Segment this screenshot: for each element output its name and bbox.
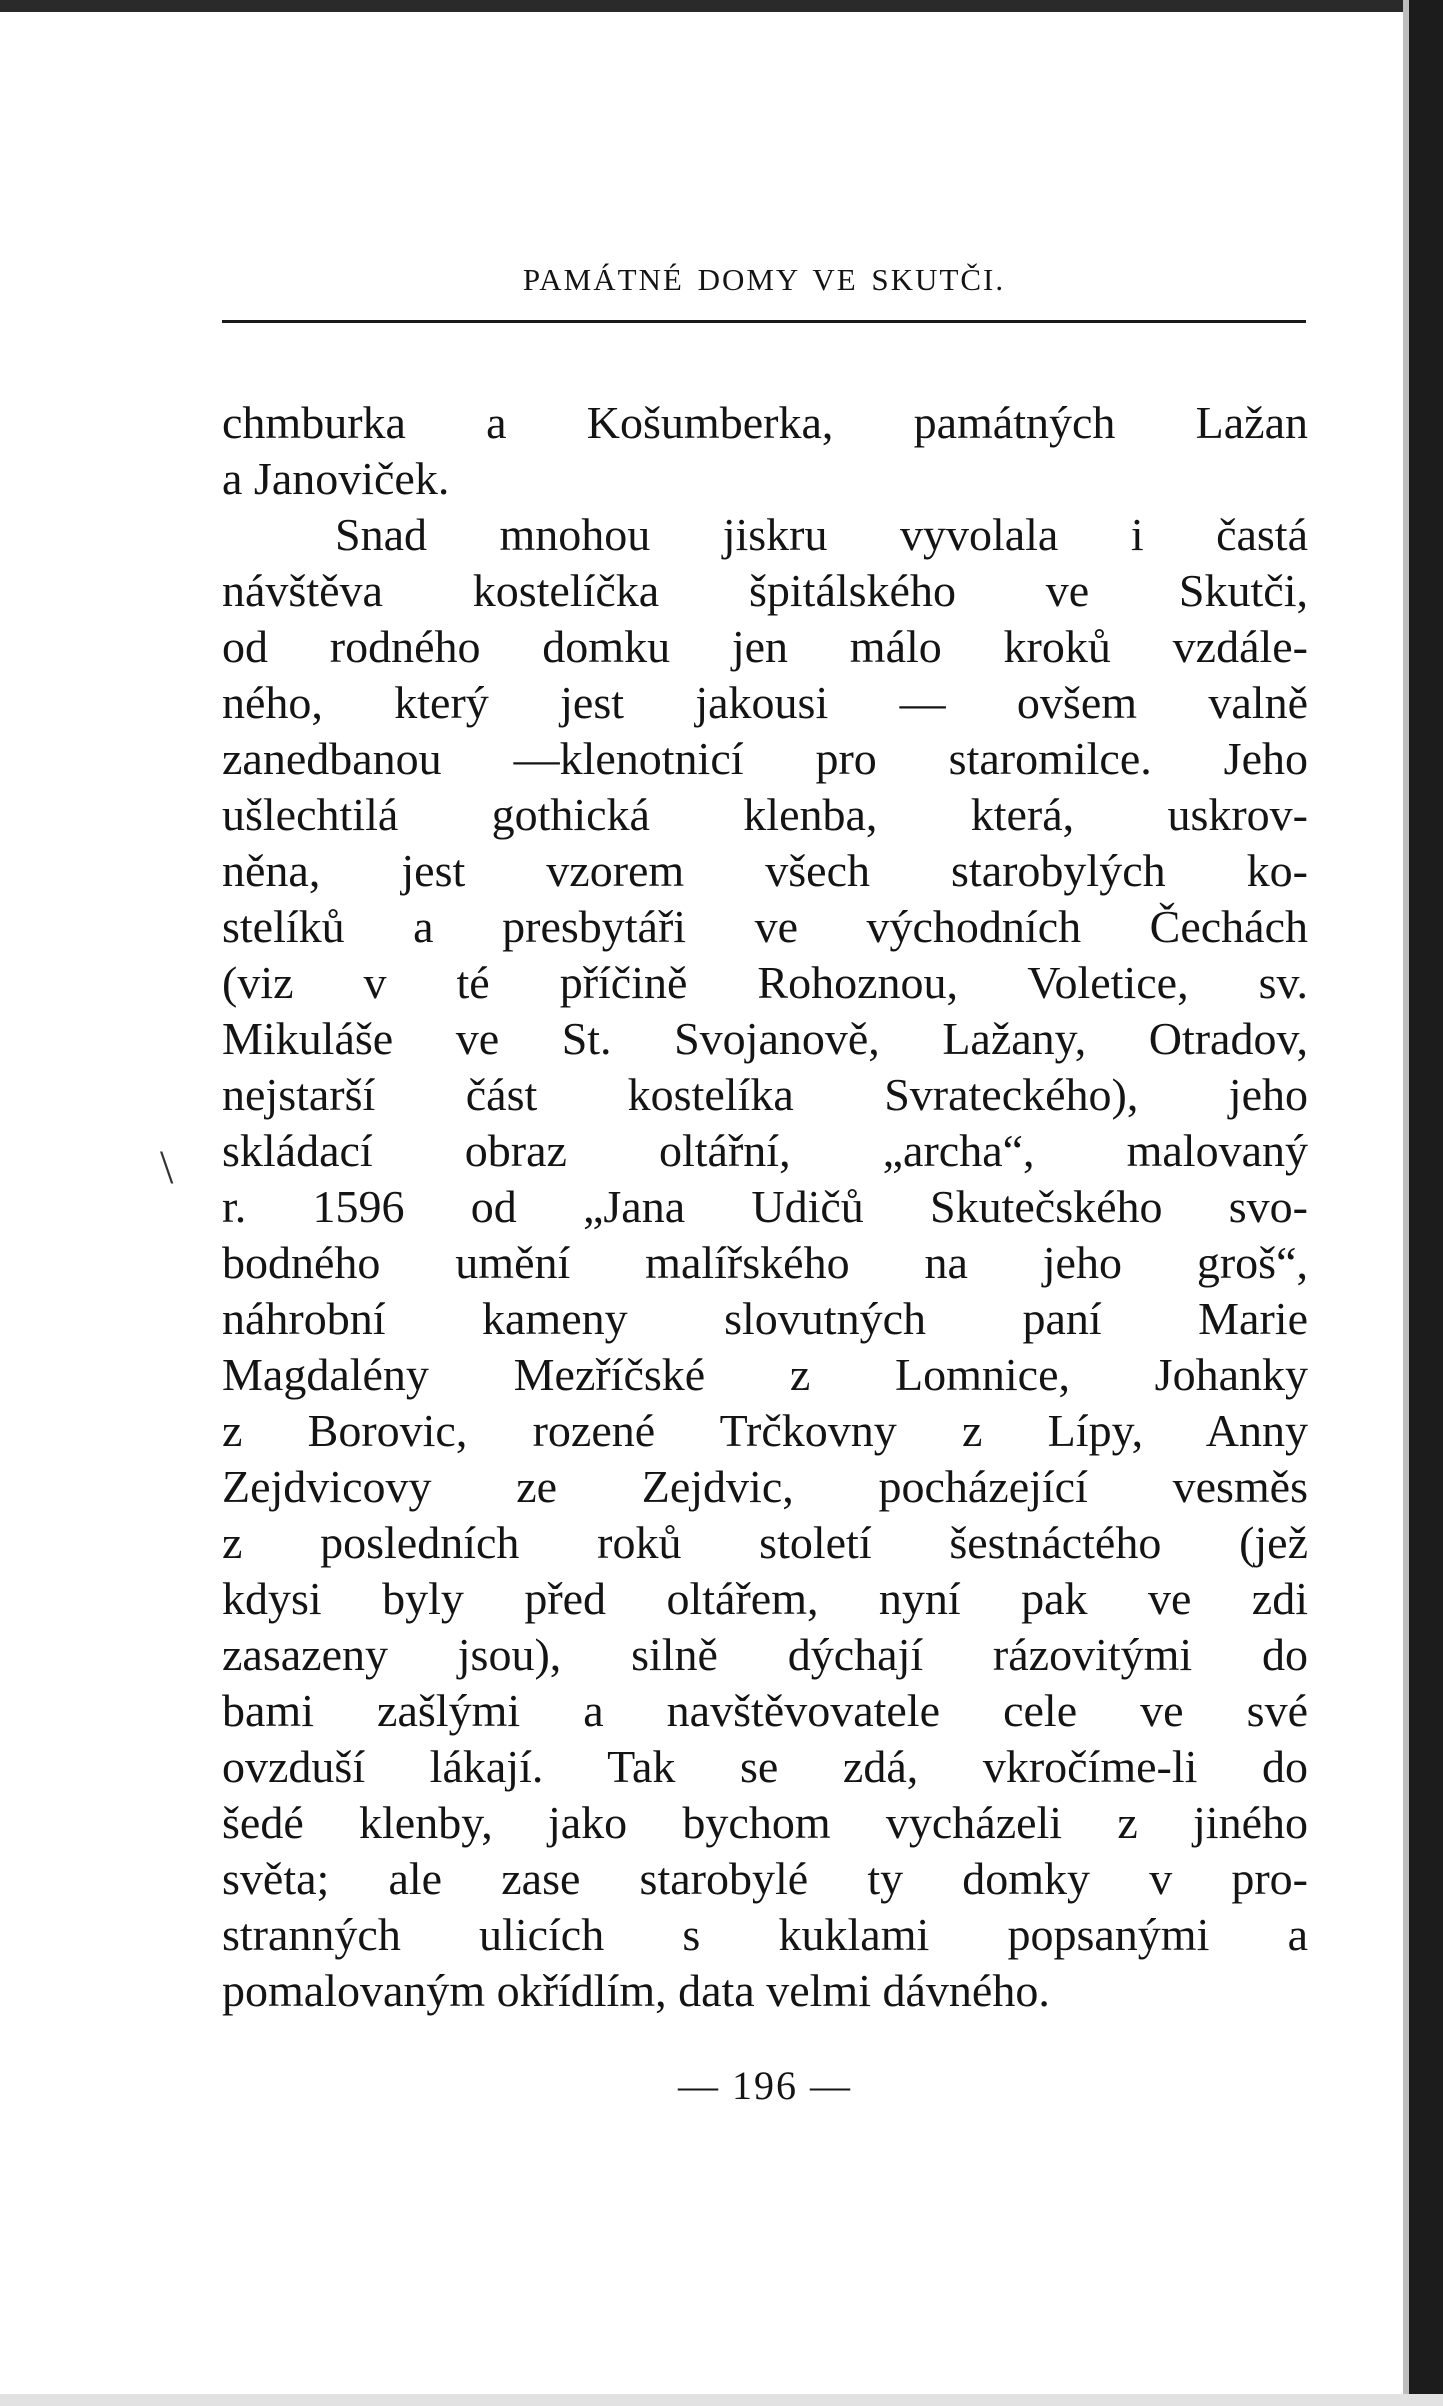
text-line: světa; ale zase starobylé ty domky v pro- xyxy=(222,1853,1308,1904)
text-line: bodného umění malířského na jeho groš“, xyxy=(222,1237,1308,1288)
text-line: z posledních roků století šestnáctého (jež xyxy=(222,1517,1308,1568)
text-line: ušlechtilá gothická klenba, která, uskrov- xyxy=(222,789,1308,840)
text-line: Snad mnohou jiskru vyvolala i častá xyxy=(335,509,1308,560)
text-line: něna, jest vzorem všech starobylých ko- xyxy=(222,845,1308,896)
text-line: kdysi byly před oltářem, nyní pak ve zdi xyxy=(222,1573,1308,1624)
margin-pencil-mark: \ xyxy=(160,1141,174,1194)
text-line: skládací obraz oltářní, „archa“, malovaný xyxy=(222,1125,1308,1176)
header-rule xyxy=(222,320,1306,323)
text-line: od rodného domku jen málo kroků vzdále- xyxy=(222,621,1308,672)
text-line: chmburka a Košumberka, památných Lažan xyxy=(222,397,1308,448)
text-line: a Janoviček. xyxy=(222,453,450,504)
scan-edge-top xyxy=(0,0,1443,12)
running-head: PAMÁTNÉ DOMY VE SKUTČI. xyxy=(522,262,1006,297)
text-line: (viz v té příčině Rohoznou, Voletice, sv. xyxy=(222,957,1308,1008)
scan-edge-bottom xyxy=(0,2394,1443,2406)
text-line: Magdalény Mezříčské z Lomnice, Johanky xyxy=(222,1349,1308,1400)
text-line: ného, který jest jakousi — ovšem valně xyxy=(222,677,1308,728)
text-line: bami zašlými a navštěvovatele cele ve své xyxy=(222,1685,1308,1736)
text-line: stranných ulicích s kuklami popsanými a xyxy=(222,1909,1308,1960)
text-line: r. 1596 od „Jana Udičů Skutečského svo- xyxy=(222,1181,1308,1232)
text-line: Zejdvicovy ze Zejdvic, pocházející vesměs xyxy=(222,1461,1308,1512)
scan-edge-right xyxy=(1409,0,1443,2406)
body-text xyxy=(222,395,1308,2019)
text-line: zasazeny jsou), silně dýchají rázovitými do xyxy=(222,1629,1308,1680)
text-line: pomalovaným okřídlím, data velmi dávného. xyxy=(222,1965,1050,2016)
page-number: — 196 — xyxy=(678,2063,852,2108)
text-line: z Borovic, rozené Trčkovny z Lípy, Anny xyxy=(222,1405,1308,1456)
text-line: nejstarší část kostelíka Svrateckého), jeho xyxy=(222,1069,1308,1120)
text-line: šedé klenby, jako bychom vycházeli z jiného xyxy=(222,1797,1308,1848)
text-line: návštěva kostelíčka špitálského ve Skutči, xyxy=(222,565,1308,616)
text-line: zanedbanou —klenotnicí pro staromilce. Jeho xyxy=(222,733,1308,784)
text-line: stelíků a presbytáři ve východních Čechách xyxy=(222,901,1308,952)
text-line: náhrobní kameny slovutných paní Marie xyxy=(222,1293,1308,1344)
text-line: Mikuláše ve St. Svojanově, Lažany, Otradov, xyxy=(222,1013,1308,1064)
text-line: ovzduší lákají. Tak se zdá, vkročíme-li do xyxy=(222,1741,1308,1792)
